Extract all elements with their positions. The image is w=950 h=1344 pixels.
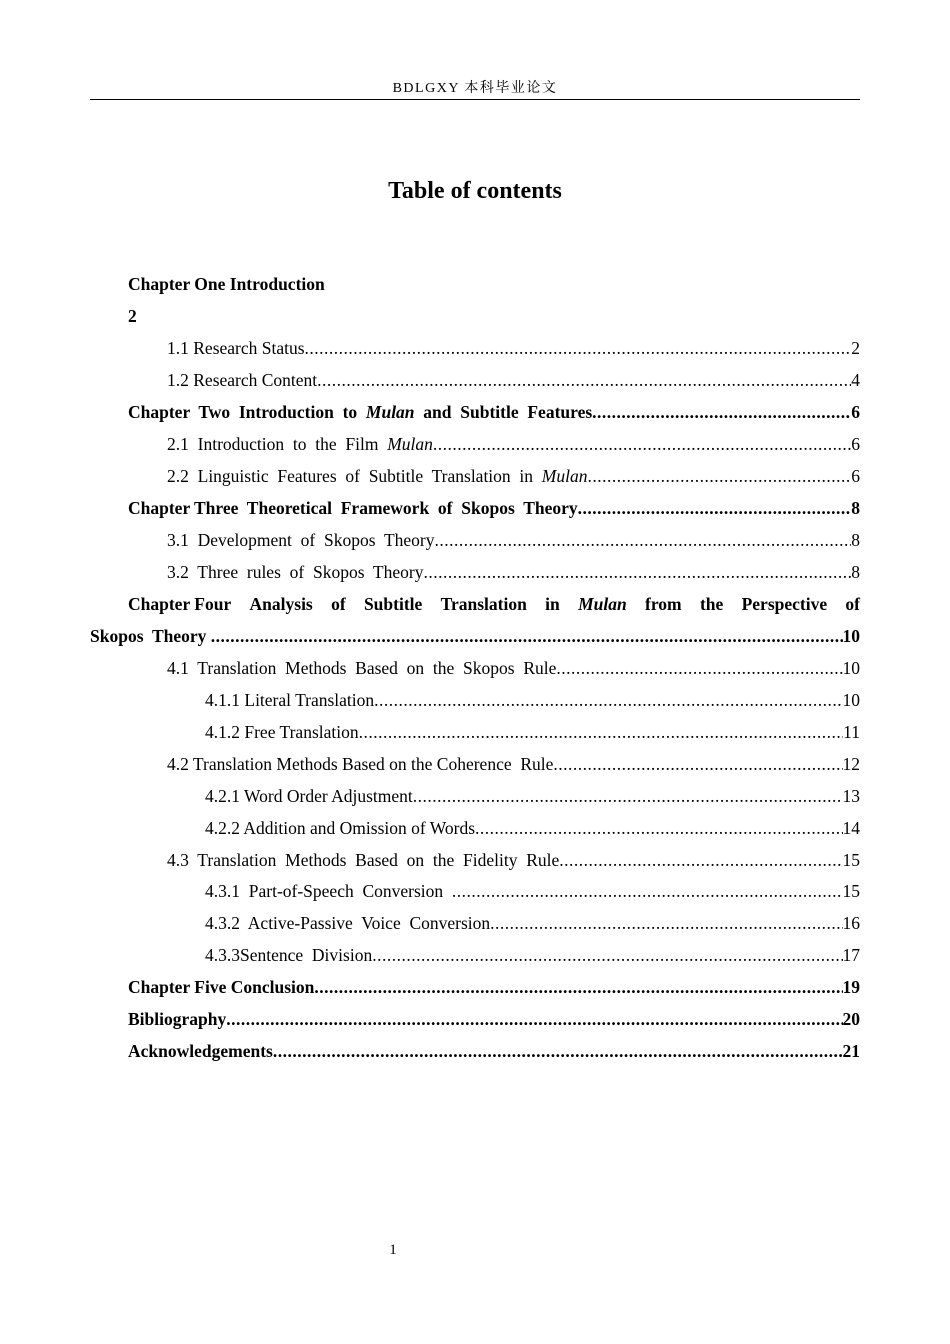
toc-leader — [556, 652, 842, 684]
toc-entry-text: 4.1 Translation Methods Based on the Skopos Rule — [167, 658, 557, 678]
page-header: BDLGXY 本科毕业论文 — [392, 81, 558, 96]
toc-page-number: 16 — [842, 913, 860, 933]
toc-page-number: 17 — [842, 945, 860, 965]
toc-word: of — [331, 594, 346, 614]
toc-chapter-four-line2[interactable] — [90, 620, 860, 652]
toc-entry-1-2[interactable] — [167, 364, 860, 396]
toc-entry-4-3-2[interactable] — [205, 907, 860, 939]
toc-entry-text: 3.1 Development of Skopos Theory — [167, 530, 435, 550]
toc-page-number: 12 — [842, 754, 860, 774]
toc-entry-text: 1.2 Research Content — [167, 370, 318, 390]
toc-entry-2-2[interactable] — [167, 460, 860, 492]
toc-entry-text: 4.1.1 Literal Translation — [205, 690, 375, 710]
toc-page-number: 8 — [851, 530, 860, 550]
toc-entry-2-1[interactable] — [167, 428, 860, 460]
toc-chapter-three[interactable] — [128, 492, 860, 524]
toc-leader — [490, 907, 842, 939]
toc-leader — [314, 971, 842, 1003]
toc-leader — [559, 844, 842, 876]
toc-leader — [359, 716, 844, 748]
toc-entry-text: 3.2 Three rules of Skopos Theory — [167, 562, 424, 582]
toc-word: Subtitle — [363, 594, 423, 614]
toc-page-number: 21 — [842, 1041, 860, 1061]
toc-word: the — [699, 594, 724, 614]
toc-page-number: 6 — [851, 434, 860, 454]
toc-entry-3-1[interactable] — [167, 524, 860, 556]
toc-page-number: 8 — [851, 498, 860, 518]
toc-entry-text: Acknowledgements — [128, 1041, 273, 1061]
toc-word: Chapter Four — [128, 594, 232, 614]
toc-entry-4-1-2[interactable] — [205, 716, 860, 748]
toc-page-number: 10 — [842, 626, 860, 646]
toc-leader — [423, 556, 851, 588]
toc-entry-4-1-1[interactable] — [205, 684, 860, 716]
toc-word: in — [545, 594, 560, 614]
toc-entry-text: 2.1 Introduction to the Film — [167, 434, 388, 454]
toc-word: Analysis — [249, 594, 313, 614]
page-title: Table of contents — [388, 178, 562, 204]
toc-page-number: 15 — [842, 850, 860, 870]
toc-chapter-five[interactable] — [128, 971, 860, 1003]
toc-page-number: 2 — [851, 338, 860, 358]
toc-leader — [578, 492, 852, 524]
toc-leader — [435, 524, 852, 556]
toc-leader — [592, 396, 851, 428]
toc-entry-text: Bibliography — [128, 1009, 227, 1029]
toc-chapter-one-page: 2 — [128, 306, 137, 326]
toc-entry-4-1[interactable] — [167, 652, 860, 684]
toc-entry-4-3-3[interactable] — [205, 939, 860, 971]
toc-word: of — [845, 594, 860, 614]
toc-bibliography[interactable] — [128, 1003, 860, 1035]
page-number: 1 — [389, 1242, 397, 1258]
toc-chapter-one-label[interactable]: Chapter One Introduction — [128, 274, 325, 294]
toc-leader — [413, 780, 843, 812]
toc-leader — [273, 1035, 843, 1067]
toc-entry-3-2[interactable] — [167, 556, 860, 588]
toc-page-number: 14 — [842, 818, 860, 838]
toc-page-number: 10 — [842, 690, 860, 710]
toc-entry-text: Chapter Three Theoretical Framework of Skopos Theory — [128, 498, 578, 518]
toc-page-number: 13 — [842, 786, 860, 806]
toc-leader — [433, 428, 851, 460]
toc-page-number: 6 — [851, 466, 860, 486]
toc-word: Translation — [440, 594, 527, 614]
toc-entry-4-2-1[interactable] — [205, 780, 860, 812]
toc-leader — [372, 939, 842, 971]
toc-page-number: 11 — [843, 722, 860, 742]
toc-entry-text: 4.3.2 Active-Passive Voice Conversion — [205, 913, 491, 933]
toc-entry-text: and Subtitle Features — [414, 402, 593, 422]
toc-entry-4-3-1[interactable] — [205, 875, 860, 907]
toc-entry-italic: Mulan — [387, 434, 433, 454]
toc-chapter-two[interactable] — [128, 396, 860, 428]
toc-page-number: 19 — [842, 977, 860, 997]
toc-leader — [226, 1003, 842, 1035]
toc-leader — [553, 748, 842, 780]
toc-entry-text: 4.2 Translation Methods Based on the Coherence Rule — [167, 754, 554, 774]
toc-chapter-four-line1[interactable] — [128, 588, 860, 620]
toc-entry-text: 4.3.1 Part-of-Speech Conversion — [205, 881, 452, 901]
toc-page-number: 6 — [851, 402, 860, 422]
toc-word-italic: Mulan — [578, 594, 627, 614]
toc-entry-text: 4.2.1 Word Order Adjustment — [205, 786, 413, 806]
toc-word: Perspective — [741, 594, 828, 614]
toc-entry-text: Chapter Two Introduction to — [128, 402, 366, 422]
toc-page-number: 20 — [842, 1009, 860, 1029]
toc-word: from — [645, 594, 682, 614]
toc-page-number: 4 — [851, 370, 860, 390]
toc-entry-italic: Mulan — [365, 402, 415, 422]
toc-entry-1-1[interactable] — [167, 332, 860, 364]
toc-entry-text: 4.3 Translation Methods Based on the Fidelity Rule — [167, 850, 560, 870]
toc-leader — [452, 875, 843, 907]
toc-acknowledgements[interactable] — [128, 1035, 860, 1067]
toc-entry-text: Chapter Five Conclusion — [128, 977, 315, 997]
toc-entry-italic: Mulan — [541, 466, 588, 486]
toc-leader — [305, 332, 852, 364]
toc-entry-text: 2.2 Linguistic Features of Subtitle Translation in — [167, 466, 542, 486]
toc-entry-4-3[interactable] — [167, 844, 860, 876]
toc-entry-text: Skopos Theory — [90, 626, 211, 646]
toc-entry-text: 4.3.3Sentence Division — [205, 945, 373, 965]
toc-entry-text: 1.1 Research Status — [167, 338, 305, 358]
toc-entry-text: 4.1.2 Free Translation — [205, 722, 359, 742]
toc-leader — [211, 620, 843, 652]
toc-entry-4-2[interactable] — [167, 748, 860, 780]
header-rule — [90, 99, 860, 100]
toc-leader — [587, 460, 851, 492]
toc-leader — [475, 812, 842, 844]
toc-page-number: 15 — [842, 881, 860, 901]
toc-leader — [374, 684, 842, 716]
toc-page-number: 10 — [842, 658, 860, 678]
toc-page-number: 8 — [851, 562, 860, 582]
toc-leader — [317, 364, 851, 396]
toc-entry-text: 4.2.2 Addition and Omission of Words — [205, 818, 476, 838]
toc-entry-4-2-2[interactable] — [205, 812, 860, 844]
